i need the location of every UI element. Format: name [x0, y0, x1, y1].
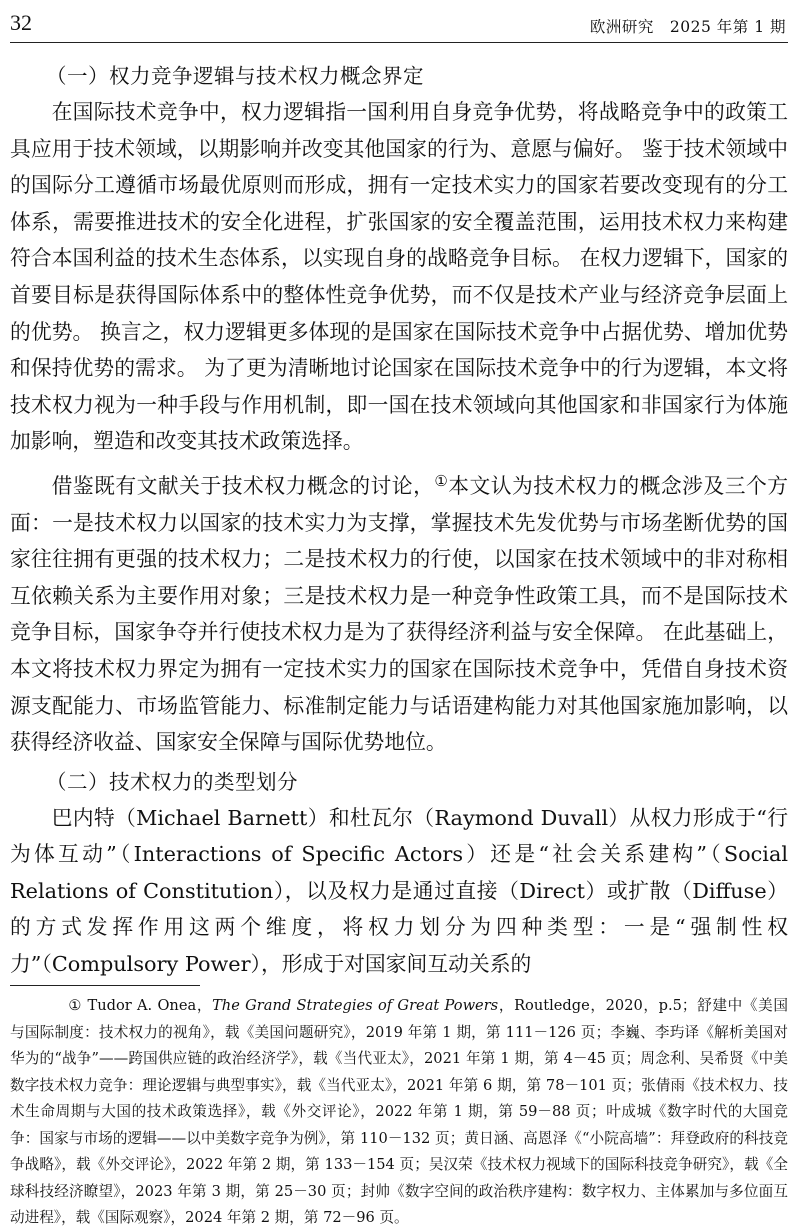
journal-issue: 欧洲研究 2025 年第 1 期	[589, 18, 786, 36]
running-header	[10, 6, 788, 43]
footnote-marker[interactable]: ①	[434, 471, 449, 490]
footnote-book-title: The Grand Strategies of Great Powers	[212, 997, 499, 1014]
paragraph-text: 借鉴既有文献关于技术权力概念的讨论，	[51, 473, 435, 498]
paragraph	[10, 463, 788, 761]
paragraph: 在国际技术竞争中，权力逻辑指一国利用自身竞争优势，将战略竞争中的政策工具应用于技术领域，以期影响并改变其他国家的行为、意愿与偏好。 鉴于技术领域中的国际分工遵循市场最优原则而形成，拥有一定技术实力的国家若要改变现有的分工体系，需要推进技术的安全化进程，扩张国家的安全覆盖范围，运用技术权力来构建符合本国利益的技术生态体系，以实现自身的战略竞争目标。 在权力逻辑下，国家的首要目标是获得国际体系中的整体性竞争优势，而不仅是技术产业与经济竞争层面上的优势。 换言之，权力逻辑更多体现的是国家在国际技术竞争中占据优势、增加优势和保持优势的需求。 为了更为清晰地讨论国家在国际技术竞争中的行为逻辑，本文将技术权力视为一种手段与作用机制，即一国在技术领域向其他国家和非国家行为体施加影响，塑造和改变其技术政策选择。	[10, 100, 788, 454]
paragraph-text: 本文认为技术权力的概念涉及三个方面：一是技术权力以国家的技术实力为支撑，掌握技术先发优势与市场垄断优势的国家往往拥有更强的技术权力；二是技术权力的行使，以国家在技术领域中的非对称相互依赖关系为主要作用对象；三是技术权力是一种竞争性政策工具，而不是国际技术竞争目标，国家争夺并行使技术权力是为了获得经济利益与安全保障。 在此基础上，本文将技术权力界定为拥有一定技术实力的国家在国际技术竞争中，凭借自身技术资源支配能力、市场监管能力、标准制定能力与话语建构能力对其他国家施加影响，以获得经济收益、国家安全保障与国际优势地位。	[10, 473, 789, 755]
section-title: （一）权力竞争逻辑与技术权力概念界定	[46, 64, 424, 88]
section-title: （二）技术权力的类型划分	[46, 769, 298, 794]
footnote-author: Tudor A. Onea，	[87, 997, 213, 1014]
footnote-number: ①	[68, 997, 82, 1014]
footnote-divider	[10, 985, 200, 986]
page-number: 32	[10, 10, 32, 35]
footnote	[10, 993, 788, 1232]
footnote-text: ，Routledge，2020，p.5；舒建中《美国与国际制度：技术权力的视角》，载《美国问题研究》，2019 年第 1 期，第 111－126 页；李巍、李玙译《解析美国对华为的“战争”——跨国供应链的政治经济学》，载《当代亚太》，2021 年第 1 期，第 4－45 页；周念利、吴希贤《中美数字技术权力竞争：理论逻辑与典型事实》，载《当代亚太》，2021 年第 6 期，第 78－101 页；张倩雨《技术权力、技术生命周期与大国的技术政策选择》，载《外交评论》，2022 年第 1 期，第 59－88 页；叶成城《数字时代的大国竞争：国家与市场的逻辑——以中美数字竞争为例》，第 110－132 页；黄日涵、高恩泽《“小院高墙”：拜登政府的科技竞争战略》，载《外交评论》，2022 年第 2 期，第 133－154 页；吴汉荣《技术权力视域下的国际科技竞争研究》，载《全球科技经济瞭望》，2023 年第 3 期，第 25－30 页；封帅《数字空间的政治秩序建构：数字权力、主体累加与多位面互动进程》，载《国际观察》，2024 年第 2 期，第 72－96 页。	[10, 997, 788, 1226]
paragraph: 巴内特（Michael Barnett）和杜瓦尔（Raymond Duvall）从权力形成于“行为体互动”（Interactions of Specific Actors）还是“社会关系建构”（Social Relations of Constitution），以及权力是通过直接（Direct）或扩散（Diffuse）的方式发挥作用这两个维度，将权力划分为四种类型：一是“强制性权力”（Compulsory Power），形成于对国家间互动关系的	[10, 805, 788, 977]
body-text	[10, 58, 788, 983]
